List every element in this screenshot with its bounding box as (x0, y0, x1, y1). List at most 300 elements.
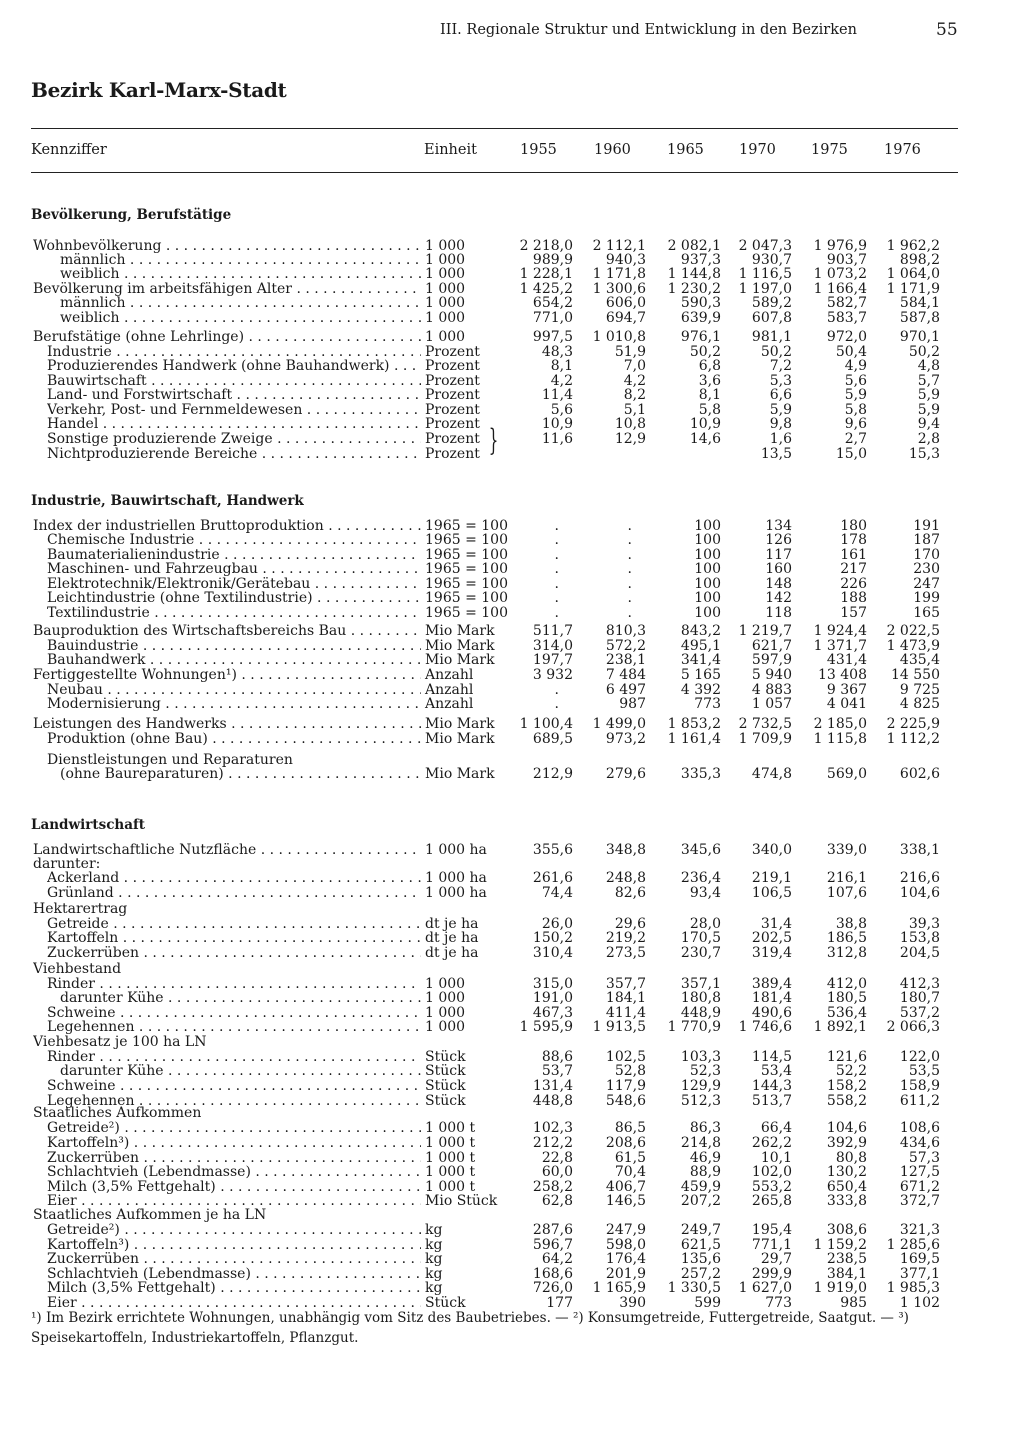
row-label: Kartoffeln . . . (47, 931, 421, 946)
table-row (0, 282, 1024, 297)
table-row (0, 577, 1024, 592)
cell-value: 1 161,4 (667, 731, 721, 747)
cell-value: 3,6 (698, 373, 721, 389)
cell-value: 201,9 (605, 1266, 646, 1282)
cell-value: 973,2 (605, 731, 646, 747)
cell-value: 937,3 (680, 252, 721, 268)
cell-value: 1 746,6 (738, 1019, 792, 1035)
cell-value: 15,0 (835, 446, 867, 462)
row-unit: 1 000 t (425, 1135, 476, 1151)
cell-value: 310,4 (532, 945, 573, 961)
cell-value: 412,3 (899, 976, 940, 992)
table-row (0, 1006, 1024, 1021)
cell-value: 1 913,5 (592, 1019, 646, 1035)
row-unit: Prozent (425, 431, 480, 447)
row-unit: 1 000 ha (425, 870, 487, 886)
row-label: Maschinen- und Fahrzeugbau . . . (47, 562, 421, 577)
cell-value: 157 (840, 605, 867, 621)
cell-value: 4 041 (826, 696, 867, 712)
cell-value: 2,8 (917, 431, 940, 447)
cell-value: 1 064,0 (886, 266, 940, 282)
row-label: Bevölkerung im arbeitsfähigen Alter . . . (33, 282, 421, 297)
cell-value: 66,4 (760, 1120, 792, 1136)
cell-value: 474,8 (751, 766, 792, 782)
cell-value: 230 (913, 561, 940, 577)
cell-value: 158,2 (826, 1078, 867, 1094)
row-unit: 1 000 (425, 266, 466, 282)
cell-value: 134 (765, 518, 792, 534)
row-label: Ackerland . . . (47, 871, 421, 886)
row-label: männlich . . . (60, 296, 421, 311)
cell-value: 340,0 (751, 842, 792, 858)
merge-brace: } (488, 423, 499, 458)
row-label: Berufstätige (ohne Lehrlinge) . . . (33, 330, 421, 345)
cell-value: 1 115,8 (813, 731, 867, 747)
cell-value: 261,6 (532, 870, 573, 886)
cell-value: 191,0 (532, 990, 573, 1006)
row-unit: kg (425, 1251, 443, 1267)
section-title: Industrie, Bauwirtschaft, Handwerk (31, 493, 304, 509)
cell-value: 5,8 (698, 402, 721, 418)
cell-value: 102,3 (532, 1120, 573, 1136)
row-label: Chemische Industrie . . . (47, 533, 421, 548)
cell-value: 53,7 (541, 1063, 573, 1079)
row-unit: dt je ha (425, 945, 479, 961)
cell-value: 435,4 (899, 652, 940, 668)
cell-value: 2 112,1 (592, 238, 646, 254)
table-row (0, 843, 1024, 858)
row-label: Bauproduktion des Wirtschaftsbereichs Bau . . . (33, 624, 421, 639)
table-row (0, 917, 1024, 932)
cell-value: 2 047,3 (738, 238, 792, 254)
cell-value: 1 073,2 (813, 266, 867, 282)
row-label: Land- und Forstwirtschaft . . . (47, 388, 421, 403)
cell-value: 490,6 (751, 1005, 792, 1021)
table-row (0, 946, 1024, 961)
cell-value: 2 225,9 (886, 716, 940, 732)
cell-value: 60,0 (541, 1164, 573, 1180)
cell-value: 5,9 (917, 387, 940, 403)
cell-value: 117,9 (605, 1078, 646, 1094)
cell-value: 1 165,9 (592, 1280, 646, 1296)
cell-value: 1 100,4 (519, 716, 573, 732)
row-unit: 1 000 (425, 976, 466, 992)
cell-value: 1 219,7 (738, 623, 792, 639)
row-label: darunter: (33, 857, 101, 872)
cell-value: 341,4 (680, 652, 721, 668)
row-unit: 1 000 t (425, 1120, 476, 1136)
cell-value: 51,9 (614, 344, 646, 360)
cell-value: 2,7 (844, 431, 867, 447)
cell-value: 170 (913, 547, 940, 563)
table-row (0, 267, 1024, 282)
cell-value: 5 165 (680, 667, 721, 683)
cell-value: 186,5 (826, 930, 867, 946)
row-unit: 1 000 (425, 1005, 466, 1021)
cell-value: . (627, 605, 632, 621)
cell-value: . (627, 590, 632, 606)
cell-value: 158,9 (899, 1078, 940, 1094)
row-unit: 1965 = 100 (425, 518, 508, 534)
table-row (0, 717, 1024, 732)
cell-value: 57,3 (908, 1150, 940, 1166)
row-unit: 1 000 t (425, 1179, 476, 1195)
table-row (0, 562, 1024, 577)
table-row (0, 1223, 1024, 1238)
cell-value: 88,9 (689, 1164, 721, 1180)
table-row (0, 374, 1024, 389)
cell-value: 4,2 (623, 373, 646, 389)
cell-value: 5 940 (751, 667, 792, 683)
cell-value: . (627, 532, 632, 548)
row-label: männlich . . . (60, 253, 421, 268)
cell-value: 587,8 (899, 310, 940, 326)
cell-value: 168,6 (532, 1266, 573, 1282)
cell-value: 1 159,2 (813, 1237, 867, 1253)
table-row (0, 606, 1024, 621)
cell-value: 219,1 (751, 870, 792, 886)
cell-value: 412,0 (826, 976, 867, 992)
cell-value: 5,9 (769, 402, 792, 418)
column-header-year: 1960 (594, 142, 631, 158)
cell-value: 308,6 (826, 1222, 867, 1238)
row-label: Viehbesatz je 100 ha LN (33, 1035, 207, 1050)
cell-value: 6 497 (605, 682, 646, 698)
cell-value: 1 499,0 (592, 716, 646, 732)
cell-value: 126 (765, 532, 792, 548)
table-row (0, 683, 1024, 698)
cell-value: 467,3 (532, 1005, 573, 1021)
cell-value: 621,7 (751, 638, 792, 654)
cell-value: 180 (840, 518, 867, 534)
cell-value: 86,3 (689, 1120, 721, 1136)
cell-value: 7,0 (623, 358, 646, 374)
cell-value: 180,5 (826, 990, 867, 1006)
cell-value: 1 197,0 (738, 281, 792, 297)
row-label: darunter Kühe . . . (60, 1064, 421, 1079)
cell-value: 553,2 (751, 1179, 792, 1195)
row-unit: Mio Mark (425, 623, 495, 639)
cell-value: 650,4 (826, 1179, 867, 1195)
cell-value: . (627, 561, 632, 577)
cell-value: 1 171,8 (592, 266, 646, 282)
page-number: 55 (936, 20, 958, 40)
cell-value: . (554, 682, 559, 698)
cell-value: 1 112,2 (886, 731, 940, 747)
cell-value: 70,4 (614, 1164, 646, 1180)
cell-value: 249,7 (680, 1222, 721, 1238)
cell-value: 248,8 (605, 870, 646, 886)
header-bottom-rule (31, 172, 958, 173)
cell-value: 431,4 (826, 652, 867, 668)
row-label: weiblich . . . (60, 267, 421, 282)
cell-value: 511,7 (532, 623, 573, 639)
row-label: Baumaterialienindustrie . . . (47, 548, 421, 563)
cell-value: 62,8 (541, 1193, 573, 1209)
table-row (0, 902, 1024, 917)
cell-value: 64,2 (541, 1251, 573, 1267)
cell-value: 214,8 (680, 1135, 721, 1151)
row-label: Milch (3,5% Fettgehalt) . . . (47, 1281, 421, 1296)
cell-value: 61,5 (614, 1150, 646, 1166)
row-label: darunter Kühe . . . (60, 991, 421, 1006)
cell-value: 117 (765, 547, 792, 563)
cell-value: 1 330,5 (667, 1280, 721, 1296)
row-label: Textilindustrie . . . (47, 606, 421, 621)
table-row (0, 1165, 1024, 1180)
merged-cell-value: 11,6 (541, 431, 573, 447)
cell-value: 80,8 (835, 1150, 867, 1166)
row-unit: kg (425, 1222, 443, 1238)
cell-value: 216,1 (826, 870, 867, 886)
row-unit: Mio Mark (425, 766, 495, 782)
cell-value: 180,7 (899, 990, 940, 1006)
cell-value: 106,5 (751, 885, 792, 901)
cell-value: 357,7 (605, 976, 646, 992)
cell-value: 122,0 (899, 1049, 940, 1065)
cell-value: 102,5 (605, 1049, 646, 1065)
cell-value: . (554, 532, 559, 548)
row-unit: Prozent (425, 387, 480, 403)
cell-value: 10,9 (689, 416, 721, 432)
cell-value: 100 (694, 561, 721, 577)
column-header-year: 1976 (884, 142, 921, 158)
cell-value: 5,9 (917, 402, 940, 418)
cell-value: 100 (694, 590, 721, 606)
cell-value: 258,2 (532, 1179, 573, 1195)
cell-value: 5,3 (769, 373, 792, 389)
cell-value: 345,6 (680, 842, 721, 858)
row-label: Milch (3,5% Fettgehalt) . . . (47, 1180, 421, 1195)
row-unit: Prozent (425, 373, 480, 389)
cell-value: 216,6 (899, 870, 940, 886)
section-title: Bevölkerung, Berufstätige (31, 207, 232, 223)
row-unit: 1 000 ha (425, 885, 487, 901)
table-top-rule (31, 128, 958, 129)
row-label: Fertiggestellte Wohnungen¹) . . . (33, 668, 421, 683)
row-unit: Prozent (425, 416, 480, 432)
cell-value: 100 (694, 518, 721, 534)
cell-value: 10,9 (541, 416, 573, 432)
cell-value: 390 (619, 1295, 646, 1311)
row-unit: 1965 = 100 (425, 590, 508, 606)
cell-value: 406,7 (605, 1179, 646, 1195)
cell-value: 131,4 (532, 1078, 573, 1094)
cell-value: 150,2 (532, 930, 573, 946)
row-label: Produktion (ohne Bau) . . . (47, 732, 421, 747)
cell-value: 1,6 (769, 431, 792, 447)
footnotes: ¹) Im Bezirk errichtete Wohnungen, unabhängig vom Sitz des Baubetriebes. — ²) Konsumgetreide, Futtergetreide, Saatgut. — ³) Speisekartoffeln, Industriekartoffeln, Pflanzgut. (31, 1310, 909, 1346)
row-unit: 1965 = 100 (425, 605, 508, 621)
cell-value: 187 (913, 532, 940, 548)
cell-value: 2 066,3 (886, 1019, 940, 1035)
cell-value: 7,2 (769, 358, 792, 374)
cell-value: 1 770,9 (667, 1019, 721, 1035)
row-label: Handel . . . (47, 417, 421, 432)
cell-value: 22,8 (541, 1150, 573, 1166)
table-row (0, 977, 1024, 992)
row-label: Dienstleistungen und Reparaturen (47, 753, 293, 768)
table-row (0, 1106, 1024, 1121)
cell-value: 598,0 (605, 1237, 646, 1253)
cell-value: 103,3 (680, 1049, 721, 1065)
row-unit: 1965 = 100 (425, 532, 508, 548)
cell-value: 53,5 (908, 1063, 940, 1079)
cell-value: 195,4 (751, 1222, 792, 1238)
row-unit: Stück (425, 1295, 466, 1311)
cell-value: 177 (546, 1295, 573, 1311)
cell-value: 1 853,2 (667, 716, 721, 732)
cell-value: 335,3 (680, 766, 721, 782)
row-unit: Mio Mark (425, 652, 495, 668)
cell-value: 108,6 (899, 1120, 940, 1136)
table-row (0, 1252, 1024, 1267)
cell-value: 940,3 (605, 252, 646, 268)
cell-value: 184,1 (605, 990, 646, 1006)
cell-value: 135,6 (680, 1251, 721, 1267)
cell-value: 4,2 (550, 373, 573, 389)
table-row (0, 1281, 1024, 1296)
row-label: Kartoffeln³) . . . (47, 1136, 421, 1151)
cell-value: 411,4 (605, 1005, 646, 1021)
cell-value: 5,6 (550, 402, 573, 418)
cell-value: 204,5 (899, 945, 940, 961)
table-row (0, 330, 1024, 345)
section-title: Landwirtschaft (31, 817, 146, 833)
row-unit: 1 000 (425, 990, 466, 1006)
cell-value: 771,0 (532, 310, 573, 326)
cell-value: 1 285,6 (886, 1237, 940, 1253)
cell-value: 582,7 (826, 295, 867, 311)
row-unit: Mio Mark (425, 638, 495, 654)
cell-value: 130,2 (826, 1164, 867, 1180)
cell-value: 558,2 (826, 1093, 867, 1109)
cell-value: 2 218,0 (519, 238, 573, 254)
cell-value: 9,8 (769, 416, 792, 432)
cell-value: 810,3 (605, 623, 646, 639)
cell-value: 199 (913, 590, 940, 606)
cell-value: 536,4 (826, 1005, 867, 1021)
table-row (0, 653, 1024, 668)
cell-value: 495,1 (680, 638, 721, 654)
cell-value: . (627, 576, 632, 592)
row-label: Schlachtvieh (Lebendmasse) . . . (47, 1165, 421, 1180)
cell-value: 1 102 (899, 1295, 940, 1311)
row-unit: Stück (425, 1078, 466, 1094)
row-unit: Prozent (425, 358, 480, 374)
cell-value: 238,5 (826, 1251, 867, 1267)
cell-value: 459,9 (680, 1179, 721, 1195)
cell-value: 312,8 (826, 945, 867, 961)
cell-value: 197,7 (532, 652, 573, 668)
cell-value: 4 883 (751, 682, 792, 698)
cell-value: 100 (694, 605, 721, 621)
cell-value: 981,1 (751, 329, 792, 345)
table-row (0, 857, 1024, 872)
cell-value: 13,5 (760, 446, 792, 462)
cell-value: 1 473,9 (886, 638, 940, 654)
cell-value: 607,8 (751, 310, 792, 326)
table-row (0, 871, 1024, 886)
row-unit: Stück (425, 1049, 466, 1065)
cell-value: 338,1 (899, 842, 940, 858)
row-unit: Prozent (425, 344, 480, 360)
row-unit: 1 000 (425, 329, 466, 345)
row-unit: 1 000 (425, 281, 466, 297)
table-row (0, 311, 1024, 326)
cell-value: 161 (840, 547, 867, 563)
running-header: III. Regionale Struktur und Entwicklung in den Bezirken (440, 22, 857, 38)
table-row (0, 1064, 1024, 1079)
cell-value: 153,8 (899, 930, 940, 946)
cell-value: 843,2 (680, 623, 721, 639)
cell-value: 247,9 (605, 1222, 646, 1238)
row-label: Rinder . . . (47, 1050, 421, 1065)
cell-value: . (554, 590, 559, 606)
cell-value: 606,0 (605, 295, 646, 311)
cell-value: . (554, 576, 559, 592)
cell-value: 377,1 (899, 1266, 940, 1282)
row-label: Hektarertrag (33, 902, 128, 917)
cell-value: 273,5 (605, 945, 646, 961)
cell-value: 2 022,5 (886, 623, 940, 639)
row-label: Bauindustrie . . . (47, 639, 421, 654)
cell-value: 9,4 (917, 416, 940, 432)
row-label: Wohnbevölkerung . . . (33, 239, 421, 254)
row-unit: kg (425, 1280, 443, 1296)
table-row (0, 1238, 1024, 1253)
cell-value: 226 (840, 576, 867, 592)
row-unit: Anzahl (425, 667, 474, 683)
cell-value: 50,2 (689, 344, 721, 360)
row-unit: Mio Mark (425, 716, 495, 732)
cell-value: 4 825 (899, 696, 940, 712)
row-label: Neubau . . . (47, 683, 421, 698)
table-row (0, 359, 1024, 374)
row-label: Bauhandwerk . . . (47, 653, 421, 668)
cell-value: 181,4 (751, 990, 792, 1006)
cell-value: 50,4 (835, 344, 867, 360)
cell-value: 898,2 (899, 252, 940, 268)
row-label: (ohne Baureparaturen) . . . (60, 767, 421, 782)
cell-value: 8,1 (698, 387, 721, 403)
row-label: Verkehr, Post- und Fernmeldewesen . . . (47, 403, 421, 418)
cell-value: 1 924,4 (813, 623, 867, 639)
cell-value: 52,8 (614, 1063, 646, 1079)
cell-value: 602,6 (899, 766, 940, 782)
cell-value: 1 166,4 (813, 281, 867, 297)
cell-value: 1 985,3 (886, 1280, 940, 1296)
cell-value: 930,7 (751, 252, 792, 268)
row-label: Staatliches Aufkommen (33, 1106, 202, 1121)
column-header-kennziffer: Kennziffer (31, 142, 107, 158)
cell-value: 28,0 (689, 916, 721, 932)
cell-value: 100 (694, 547, 721, 563)
cell-value: 38,8 (835, 916, 867, 932)
cell-value: 512,3 (680, 1093, 721, 1109)
cell-value: 1 371,7 (813, 638, 867, 654)
table-row (0, 1136, 1024, 1151)
cell-value: 180,8 (680, 990, 721, 1006)
row-label: Produzierendes Handwerk (ohne Bauhandwerk) . . . (47, 359, 421, 374)
cell-value: 1 976,9 (813, 238, 867, 254)
row-unit: 1 000 (425, 295, 466, 311)
cell-value: 596,7 (532, 1237, 573, 1253)
cell-value: 74,4 (541, 885, 573, 901)
table-row (0, 1121, 1024, 1136)
cell-value: 1 057 (751, 696, 792, 712)
cell-value: 207,2 (680, 1193, 721, 1209)
